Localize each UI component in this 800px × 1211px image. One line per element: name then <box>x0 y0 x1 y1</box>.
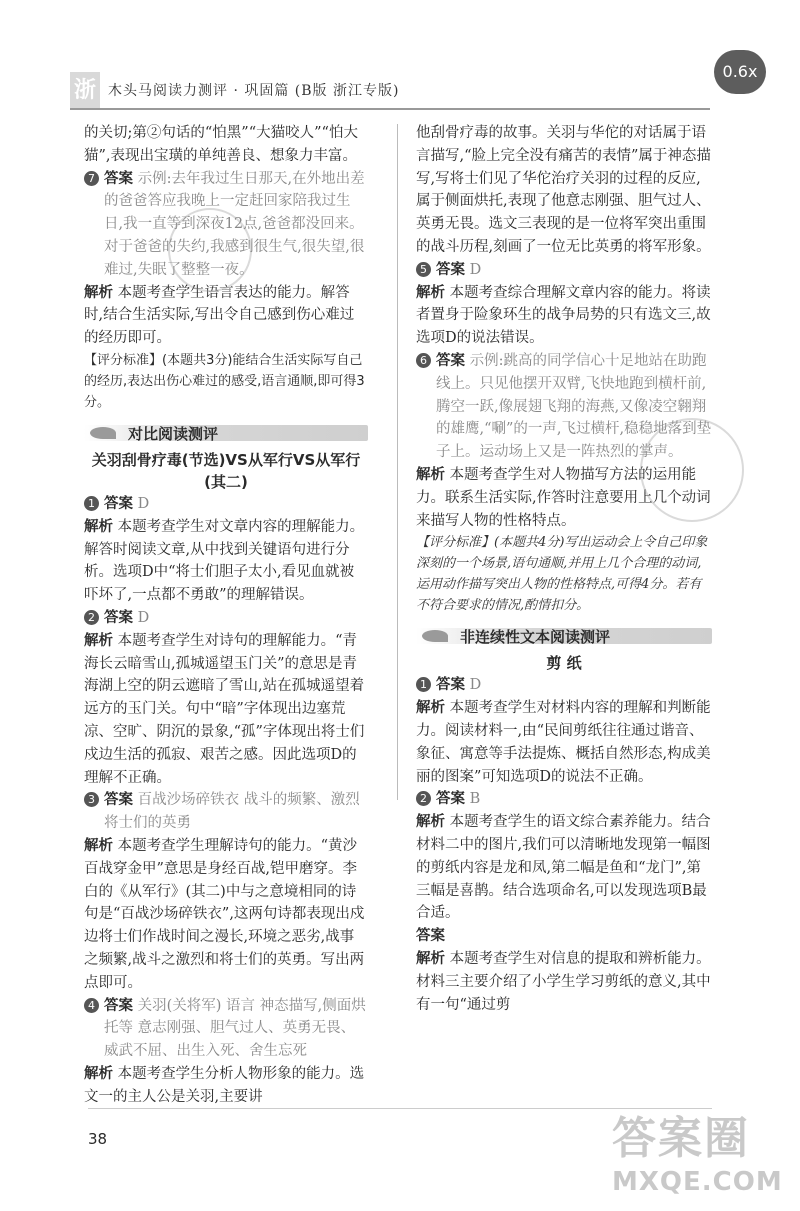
analysis-text: 本题考查学生对文章内容的理解能力。解答时阅读文章,从中找到关键语句进行分析。选项D中“将士们胆子太小,看见血就被吓坏了,一点都不勇敢”的理解错误。 <box>84 518 365 604</box>
watermark-logo <box>612 1112 792 1207</box>
analysis-label: 解析 <box>84 518 113 535</box>
question-4 <box>84 995 368 1063</box>
analysis-label: 解析 <box>84 1065 113 1082</box>
answer-text: D <box>137 495 150 512</box>
header-rule <box>70 108 710 110</box>
continued-paragraph: 他刮骨疗毒的故事。关羽与华佗的对话属于语言描写,“脸上完全没有痛苦的表情”属于神态描写,写将士们见了华佗治疗关羽的过程的反应,属于侧面烘托,表现了他意志刚强、胆气过人、英勇无畏。选文三表现的是一位将军突出重围的战斗历程,刻画了一位无比英勇的将军形象。 <box>416 125 711 255</box>
watermark-text: 答案圈 <box>612 1113 750 1164</box>
analysis-label: 解析 <box>84 632 113 649</box>
analysis-label: 解析 <box>84 284 113 301</box>
question-number: 7 <box>84 171 99 186</box>
zhejiang-logo-icon: 浙 <box>70 72 100 108</box>
analysis-text: 本题考查综合理解文章内容的能力。将读者置身于险象环生的战争局势的只有选文三,故选项D的说法错误。 <box>416 284 711 347</box>
question-3 <box>84 789 368 835</box>
leaf-icon <box>422 630 448 642</box>
page-number: 38 <box>88 1130 108 1148</box>
answer-label: 答案 <box>104 170 133 187</box>
question-2 <box>416 788 712 811</box>
analysis-text: 本题考查学生对材料内容的理解和判断能力。阅读材料一,由“民间剪纸往往通过谐音、象征、寓意等手法提炼、概括自然形态,构成美丽的图案”可知选项D的说法不正确。 <box>416 700 711 785</box>
answer-text: D <box>469 677 482 694</box>
question-2 <box>84 607 368 630</box>
question-number: 1 <box>84 496 99 511</box>
question-1 <box>416 674 712 697</box>
scoring-rubric: 【评分标准】(本题共4分)写出运动会上令自己印象深刻的一个场景,语句通顺,并用上几个合理的动词,运用动作描写突出人物的性格特点,可得4分。若有不符合要求的情况,酌情扣分。 <box>416 535 708 614</box>
section-title: 非连续性文本阅读测评 <box>460 628 611 647</box>
answer-label: 答案 <box>436 261 465 278</box>
section-bar <box>84 425 368 441</box>
question-number: 5 <box>416 262 431 277</box>
analysis-label: 解析 <box>416 950 445 967</box>
analysis-label: 解析 <box>416 466 445 483</box>
question-number: 4 <box>84 998 99 1013</box>
question-number: 2 <box>416 791 431 806</box>
analysis-text: 本题考查学生对信息的提取和辨析能力。材料三主要介绍了小学生学习剪纸的意义,其中有一句“通过剪 <box>416 950 711 1013</box>
stamp-mark <box>640 418 744 522</box>
scoring-rubric: 【评分标准】(本题共3分)能结合生活实际写自己的经历,表达出伤心难过的感受,语言通顺,即可得3分。 <box>84 352 365 410</box>
analysis-text: 本题考查学生语言表达的能力。解答时,结合生活实际,写出令自己感到伤心难过的经历即可。 <box>84 284 355 347</box>
leaf-icon <box>90 427 116 439</box>
answer-text: D <box>137 609 150 626</box>
watermark-domain: MXQE.COM <box>612 1167 783 1197</box>
answer-label: 答案 <box>104 997 133 1014</box>
question-number: 1 <box>416 677 431 692</box>
column-divider <box>397 124 398 800</box>
analysis-text: 本题考查学生理解诗句的能力。“黄沙百战穿金甲”意思是身经百战,铠甲磨穿。李白的《从军行》(其二)中与之意境相同的诗句是“百战沙场碎铁衣”,这两句诗都表现出戍边将士们作战时间之漫长,环境之恶劣,战事之频繁,战斗之激烈和将士们的英勇。写出两点即可。 <box>84 837 365 991</box>
analysis-label: 解析 <box>416 284 445 301</box>
answer-label: 答案 <box>104 609 133 626</box>
question-number: 6 <box>416 353 431 368</box>
answer-text: 百战沙场碎铁衣 战斗的频繁、激烈 将士们的英勇 <box>104 792 360 832</box>
section-heading <box>84 421 368 447</box>
answer-text: 关羽(关将军) 语言 神态描写,侧面烘托等 意志刚强、胆气过人、英勇无畏、威武不屈、出生入死、舍生忘死 <box>104 997 366 1060</box>
answer-label: 答案 <box>436 352 465 369</box>
question-1 <box>84 493 368 516</box>
stamp-mark <box>168 208 252 292</box>
question-5 <box>416 259 712 282</box>
analysis-text: 本题考查学生对诗句的理解能力。“青海长云暗雪山,孤城遥望玉门关”的意思是青海湖上空的阴云遮暗了雪山,站在孤城遥望着远方的玉门关。句中“暗”字体现出边塞荒凉、空旷、阴沉的景象,“孤”字体现出将士们戍边生活的孤寂、艰苦之感。因此选项D的理解不正确。 <box>84 632 365 786</box>
question-number: 3 <box>84 792 99 807</box>
zoom-indicator[interactable]: 0.6x <box>714 50 766 94</box>
analysis-text: 本题考查学生分析人物形象的能力。选文一的主人公是关羽,主要讲 <box>84 1065 365 1105</box>
question-number: 2 <box>84 610 99 625</box>
continued-paragraph: 的关切;第②句话的“怕黑”“大猫咬人”“怕大猫”,表现出宝璜的单纯善良、想象力丰富。 <box>84 125 358 164</box>
analysis-text: 本题考查学生对人物描写方法的运用能力。联系生活实际,作答时注意要用上几个动词来描写人物的性格特点。 <box>416 466 711 529</box>
page-header <box>70 72 710 110</box>
footer-rule <box>88 1108 712 1109</box>
answer-text: 示例:跳高的同学信心十足地站在助跑线上。只见他摆开双臂,飞快地跑到横杆前,腾空一跃,像展翅飞翔的海燕,又像凌空翱翔的雄鹰,“唰”的一声,飞过横杆,稳稳地落到垫子上。运动场上又是一阵热烈的掌声。 <box>436 352 712 461</box>
analysis-label: 解析 <box>416 700 445 717</box>
analysis-label: 解析 <box>84 837 113 854</box>
answer-text: B <box>469 791 481 808</box>
analysis-text: 本题考查学生的语文综合素养能力。结合材料二中的图片,我们可以清晰地发现第一幅图的剪纸内容是龙和凤,第二幅是鱼和“龙门”,第三幅是喜鹊。结合选项命名,可以发现选项B最合适。 <box>416 814 711 922</box>
book-title: 木头马阅读力测评 · 巩固篇 (B版 浙江专版) <box>108 83 400 99</box>
section-title: 对比阅读测评 <box>128 424 219 443</box>
section-heading <box>416 624 712 650</box>
answer-text: D <box>469 261 482 278</box>
analysis-label: 解析 <box>416 814 445 831</box>
answer-text: 示例:去年我过生日那天,在外地出差的爸爸答应我晚上一定赶回家陪我过生日,我一直等到深夜12点,爸爸都没回来。对于爸爸的失约,我感到很生气,很失望,很难过,失眠了整整一夜。 <box>104 170 365 278</box>
answer-label: 答案 <box>104 792 133 809</box>
right-column <box>416 122 712 1016</box>
article-title: 剪 纸 <box>546 654 582 673</box>
answer-label: 答案 <box>436 791 465 808</box>
article-title: 关羽刮骨疗毒(节选)VS从军行VS从军行(其二) <box>91 450 361 491</box>
answer-label: 答案 <box>436 677 465 694</box>
answer-label: 答案 <box>104 495 133 512</box>
answer-label: 答案 <box>416 928 445 945</box>
